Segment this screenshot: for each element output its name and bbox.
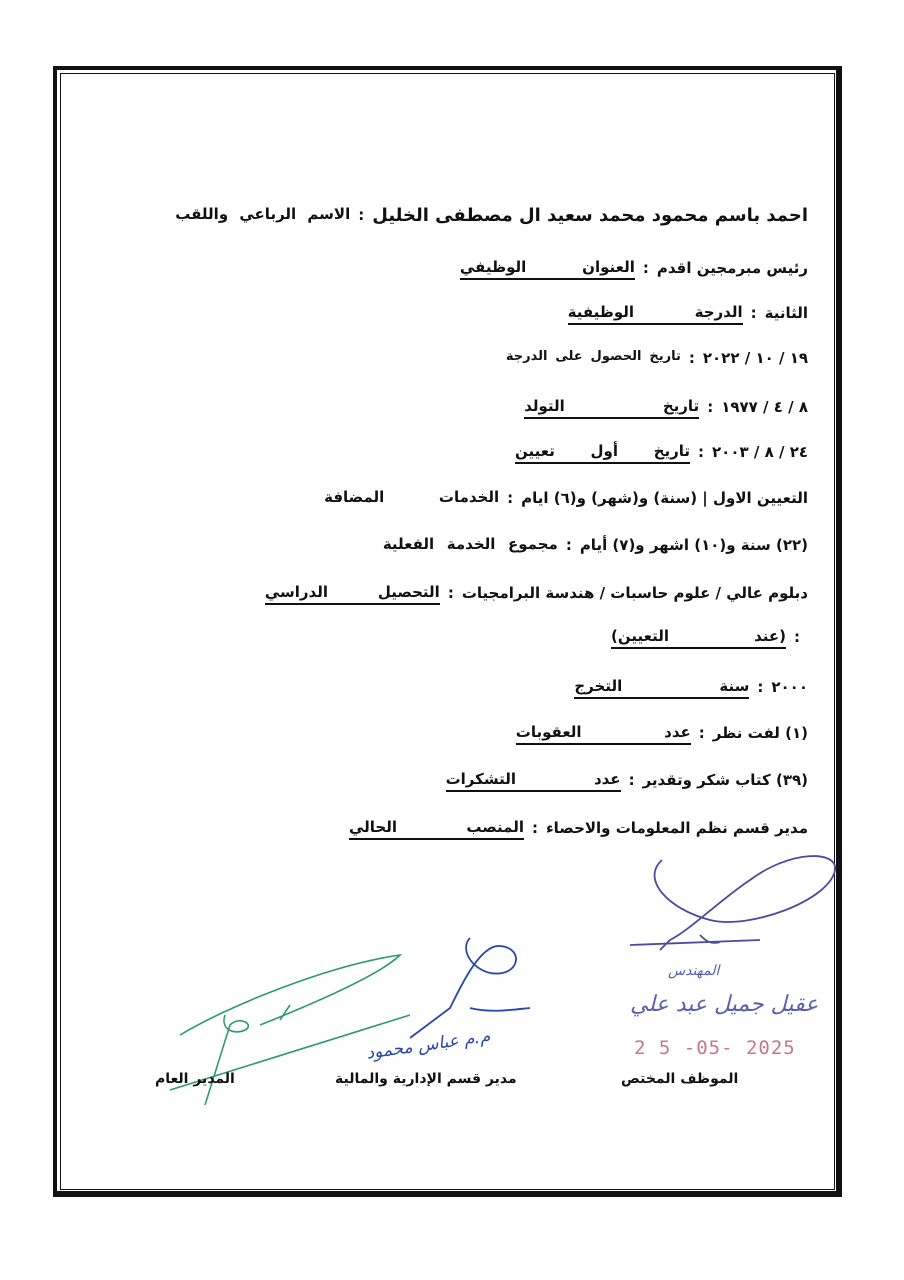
field-title <box>460 253 808 283</box>
field-penalties <box>516 718 808 748</box>
field-colon: : <box>642 259 649 277</box>
field-birth-label: تاريخ التولد <box>524 395 699 419</box>
field-education-label: التحصيل الدراسي <box>265 581 440 605</box>
field-title-label: العنوان الوظيفي <box>460 256 635 280</box>
stamp-title: المهندس <box>668 963 720 979</box>
field-thanks-label: عدد التشكرات <box>446 768 621 792</box>
field-name <box>175 200 808 230</box>
field-colon: : <box>531 819 538 837</box>
field-colon: : <box>757 678 764 696</box>
field-colon: : <box>447 584 454 602</box>
field-grade-value: الثانية <box>764 304 808 322</box>
field-birth <box>524 392 808 422</box>
field-colon: : <box>750 304 757 322</box>
signature-general-manager-title: المدير العام <box>155 1071 235 1087</box>
field-added-services-label: الخدمات المضافة <box>324 488 500 506</box>
field-added-services <box>324 483 808 513</box>
field-grade-date-value: ١٩ / ١٠ / ٢٠٢٢ <box>702 349 808 367</box>
field-first-appointment-value: ٢٤ / ٨ / ٢٠٠٣ <box>712 443 808 461</box>
field-grade-date-label: تاريخ الحصول على الدرجة <box>505 349 681 364</box>
field-colon: : <box>358 206 365 224</box>
field-colon: : <box>707 398 714 416</box>
field-name-label: الاسم الرباعي واللقب <box>175 205 351 223</box>
manager-handwritten-name: م.م عباس محمود <box>365 1026 492 1064</box>
field-grade <box>568 298 808 328</box>
field-colon: : <box>565 536 572 554</box>
field-colon: : <box>698 724 705 742</box>
field-graduation-year-value: ٢٠٠٠ <box>771 678 808 696</box>
field-education-at-label: (عند التعيين) <box>611 625 786 649</box>
field-total-service-value: (٢٢) سنة و(١٠) اشهر و(٧) أيام <box>579 536 808 554</box>
field-education-at <box>611 622 808 652</box>
field-position-label: المنصب الحالي <box>349 816 524 840</box>
field-colon: : <box>698 443 705 461</box>
field-thanks <box>446 765 808 795</box>
field-penalties-value: (١) لفت نظر <box>712 724 808 742</box>
field-colon: : <box>628 771 635 789</box>
field-added-services-value: التعيين الاول | (سنة) و(شهر) و(٦) ايام <box>521 489 808 507</box>
field-position <box>349 813 808 843</box>
stamp-date: 2 5 -05- 2025 <box>634 1037 796 1059</box>
field-position-value: مدير قسم نظم المعلومات والاحصاء <box>545 819 808 837</box>
field-first-appointment-label: تاريخ أول تعيين <box>515 440 690 464</box>
signature-admin-finance-title: مدير قسم الإدارية والمالية <box>335 1071 517 1087</box>
field-graduation-year <box>574 672 808 702</box>
stamp-name: عقيل جميل عبد علي <box>630 992 819 1017</box>
field-first-appointment <box>515 437 808 467</box>
field-colon: : <box>794 628 800 646</box>
field-grade-label: الدرجة الوظيفية <box>568 301 743 325</box>
field-total-service <box>383 530 808 560</box>
field-grade-date <box>506 343 808 373</box>
employee-signature <box>600 840 840 960</box>
field-title-value: رئيس مبرمجين اقدم <box>656 259 808 277</box>
field-education <box>265 578 808 608</box>
field-colon: : <box>688 349 695 367</box>
field-name-value: احمد باسم محمود محمد سعيد ال مصطفى الخليل <box>372 204 808 226</box>
signature-employee-title: الموظف المختص <box>621 1071 739 1087</box>
field-birth-value: ٨ / ٤ / ١٩٧٧ <box>721 398 808 416</box>
field-education-value: دبلوم عالي / علوم حاسبات / هندسة البرامجيات <box>461 584 808 602</box>
field-total-service-label: مجموع الخدمة الفعلية <box>382 535 558 553</box>
field-graduation-year-label: سنة التخرج <box>574 675 749 699</box>
field-thanks-value: (٣٩) كتاب شكر وتقدير <box>642 771 808 789</box>
field-penalties-label: عدد العقوبات <box>516 721 691 745</box>
field-colon: : <box>507 489 514 507</box>
